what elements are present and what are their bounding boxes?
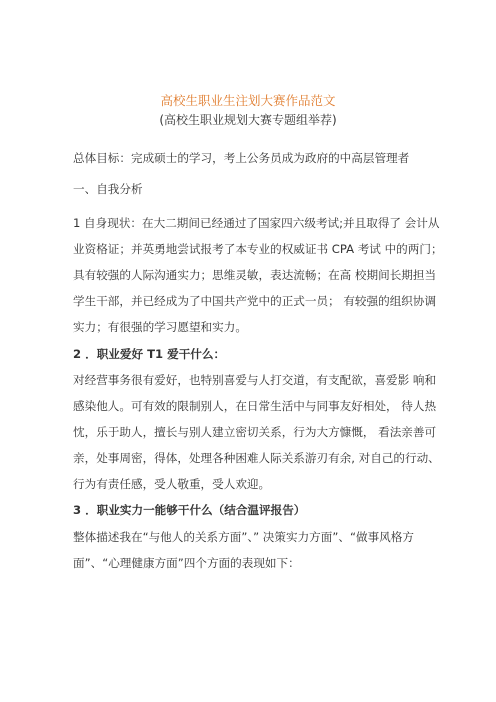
paragraph-line: 对经营事务很有爱好，也特别喜爱与人打交道，有支配欲，喜爱影 响和: [73, 373, 437, 387]
paragraph-line: 学生干部，并已经成为了中国共产党中的正式一员； 有较强的组织协调: [73, 294, 437, 308]
paragraph-line: 业资格证；并英勇地尝试报考了本专业的权威证书 CPA 考试 中的两门；: [73, 242, 443, 256]
document-subtitle: (高校生职业规划大赛专题组举荐): [159, 113, 337, 127]
paragraph-line: 忱，乐于助人，擅长与别人建立密切关系，行为大方慷慨， 看法亲善可: [73, 425, 437, 439]
paragraph-line: 面”、“心理健康方面”四个方面的表现如下：: [73, 556, 300, 570]
paragraph-line: 亲，处事周密，得体，处理各种困难人际关系游刃有余, 对自己的行动、: [73, 451, 440, 465]
paragraph-line: 实力；有很强的学习愿望和实力。: [73, 320, 247, 334]
paragraph-line: 具有较强的人际沟通实力；思维灵敏，表达流畅；在高 校期间长期担当: [73, 268, 437, 282]
paragraph-line: 整体描述我在“与他人的关系方面”、” 决策实力方面”、“做事风格方: [73, 530, 414, 544]
paragraph-line: 行为有责任感，受人敬重，受人欢迎。: [73, 477, 271, 491]
paragraph-line: 1 自身现状：在大二期间已经通过了国家四六级考试;并且取得了 会计从: [73, 216, 440, 230]
item-heading-interest: 2 ．职业爱好 T1 爱干什么：: [73, 347, 226, 361]
overall-goal: 总体目标：完成硕士的学习，考上公务员成为政府的中高层管理者: [73, 151, 410, 165]
item-heading-ability: 3 ．职业实力一能够干什么（结合温评报告）: [73, 503, 306, 517]
section-heading-self-analysis: 一、自我分析: [73, 182, 143, 196]
document-title: 高校生职业生注划大赛作品范文: [160, 93, 336, 108]
paragraph-line: 感染他人。可有效的限制别人，在日常生活中与同事友好相处， 待人热: [73, 399, 437, 413]
